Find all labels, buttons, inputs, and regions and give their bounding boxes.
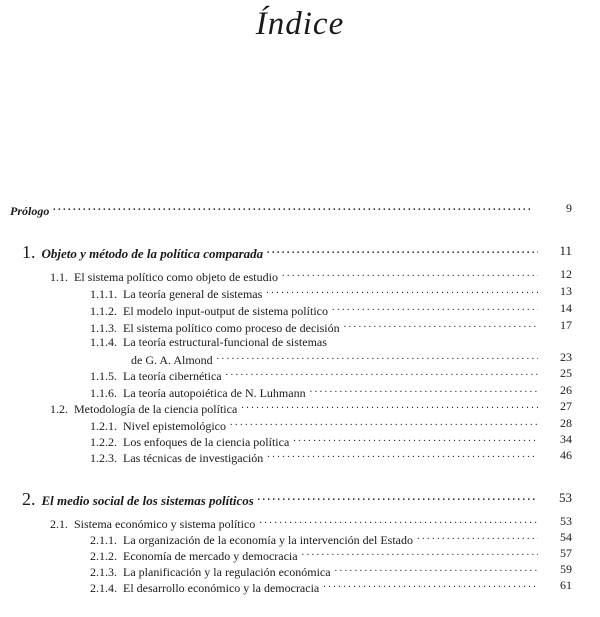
toc-label: Economía de mercado y democracia [123, 549, 298, 563]
toc-section-1-2 [50, 399, 572, 416]
toc-section-2-1-4 [90, 578, 572, 595]
toc-section-2-1-1 [90, 530, 572, 547]
leader-dots [282, 267, 538, 281]
toc-label: El medio social de los sistemas políticos [41, 493, 254, 508]
toc-page: 25 [560, 366, 572, 380]
toc-section-1-1 [50, 267, 572, 284]
leader-dots [344, 318, 538, 332]
toc-label: Las técnicas de investigación [123, 451, 264, 465]
section-number: 1.1.1. [90, 287, 117, 301]
toc-entry-prologue [10, 201, 572, 218]
toc-section-1-1-1 [90, 284, 572, 301]
section-number: 2.1.1. [90, 533, 117, 547]
toc-section-2-1-2 [90, 546, 572, 563]
section-number: 1.2.1. [90, 419, 117, 433]
leader-dots [217, 350, 538, 364]
toc-page: 53 [559, 490, 572, 505]
toc-page: 17 [560, 318, 572, 332]
toc-label: La organización de la economía y la intervención del Estado [123, 533, 413, 547]
toc-section-1-1-4 [131, 350, 572, 367]
toc-label: El desarrollo económico y la democracia [123, 581, 320, 595]
toc-section-1-1-4-line1 [90, 335, 327, 349]
section-number: 2.1. [50, 517, 68, 531]
toc-page: 34 [560, 432, 572, 446]
leader-dots [230, 416, 538, 430]
toc-label: Nivel epistemológico [123, 419, 226, 433]
leader-dots [335, 562, 538, 576]
toc-label: El modelo input-output de sistema político [123, 304, 328, 318]
section-number: 1.1.4. [90, 335, 117, 349]
toc-section-2-1 [50, 514, 572, 531]
toc-section-2-1-3 [90, 562, 572, 579]
section-number: 2.1.3. [90, 565, 117, 579]
leader-dots [267, 244, 538, 258]
leader-dots [293, 432, 538, 446]
leader-dots [323, 578, 538, 592]
toc-page: 13 [560, 284, 572, 298]
leader-dots [53, 201, 530, 215]
leader-dots [259, 514, 538, 528]
toc-page: 12 [560, 267, 572, 281]
toc-page: 46 [560, 448, 572, 462]
toc-label: La teoría cibernética [123, 369, 222, 383]
section-number: 1.1. [50, 270, 68, 284]
section-number: 1.1.3. [90, 321, 117, 335]
toc-section-1-1-3 [90, 318, 572, 335]
toc-page: 57 [560, 546, 572, 560]
leader-dots [310, 383, 538, 397]
toc-label: Los enfoques de la ciencia política [123, 435, 290, 449]
toc-chapter-2 [22, 489, 572, 509]
toc-label: El sistema político como proceso de decisión [123, 321, 340, 335]
toc-label-continuation: de G. A. Almond [131, 353, 213, 367]
page-title: Índice [255, 6, 345, 42]
toc-page: 59 [560, 562, 572, 576]
toc-chapter-1 [22, 242, 572, 262]
toc-section-1-2-1 [90, 416, 572, 433]
toc-page: 14 [560, 301, 572, 315]
toc-label: Objeto y método de la política comparada [41, 246, 264, 261]
toc-page: 9 [566, 201, 572, 215]
toc-page: 26 [560, 383, 572, 397]
section-number: 2.1.2. [90, 549, 117, 563]
toc-label: Sistema económico y sistema político [74, 517, 256, 531]
toc-section-1-2-3 [90, 448, 572, 465]
toc-label: La teoría general de sistemas [123, 287, 263, 301]
leader-dots [258, 491, 538, 505]
toc-section-1-1-5 [90, 366, 572, 383]
toc-label: Metodología de la ciencia política [74, 402, 238, 416]
toc-label: La teoría estructural-funcional de sistemas [123, 335, 327, 349]
section-number: 1.2.3. [90, 451, 117, 465]
toc-section-1-1-2 [90, 301, 572, 318]
leader-dots [266, 284, 538, 298]
leader-dots [302, 546, 538, 560]
leader-dots [226, 366, 538, 380]
toc-section-1-2-2 [90, 432, 572, 449]
section-number: 1.1.6. [90, 386, 117, 400]
toc-label: El sistema político como objeto de estudio [74, 270, 278, 284]
toc-page: 53 [560, 514, 572, 528]
section-number: 1.1.2. [90, 304, 117, 318]
leader-dots [332, 301, 538, 315]
section-number: 2.1.4. [90, 581, 117, 595]
chapter-number: 1. [22, 242, 36, 262]
section-number: 1.2. [50, 402, 68, 416]
leader-dots [241, 399, 538, 413]
section-number: 1.2.2. [90, 435, 117, 449]
toc-page: 27 [560, 399, 572, 413]
toc-page: 54 [560, 530, 572, 544]
toc-label: La planificación y la regulación económica [123, 565, 331, 579]
leader-dots [267, 448, 538, 462]
leader-dots [417, 530, 538, 544]
toc-section-1-1-6 [90, 383, 572, 400]
toc-label: Prólogo [10, 204, 50, 218]
toc-page: 28 [560, 416, 572, 430]
toc-page: 11 [559, 243, 572, 258]
chapter-number: 2. [22, 489, 36, 509]
section-number: 1.1.5. [90, 369, 117, 383]
toc-label: La teoría autopoiética de N. Luhmann [123, 386, 306, 400]
toc-page: 23 [560, 350, 572, 364]
toc-page: 61 [560, 578, 572, 592]
